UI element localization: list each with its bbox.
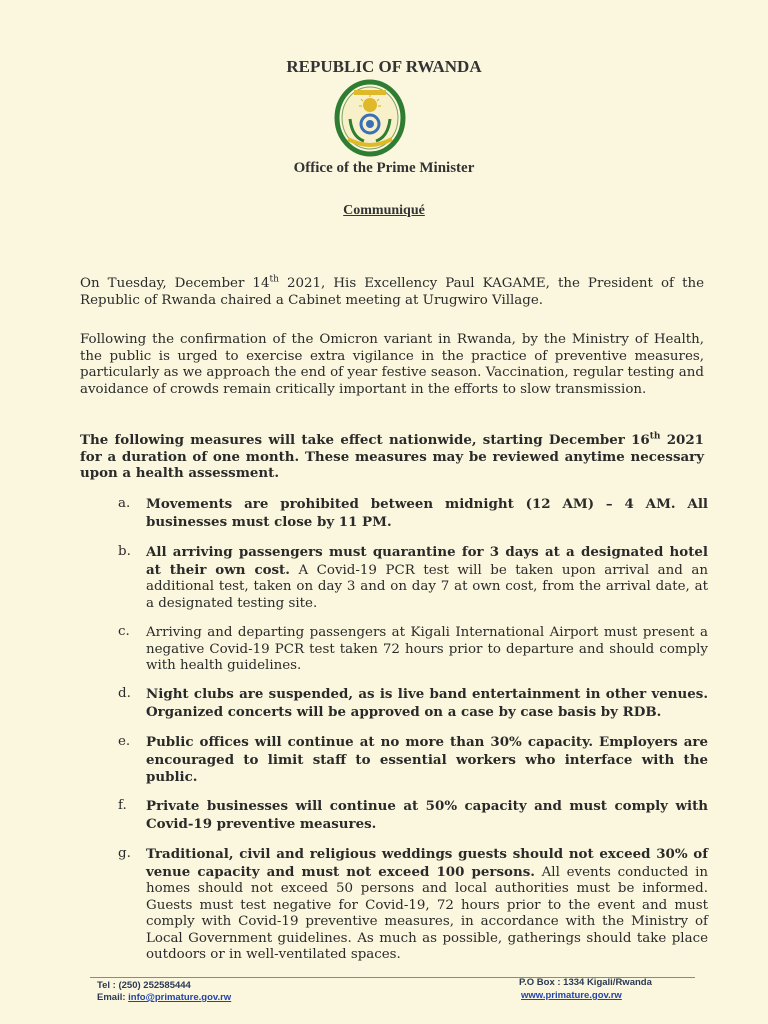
measure-item: d. Night clubs are suspended, as is live band entertainment in other venues. Organized concerts will be approved on a case by case basis by RDB. <box>118 686 708 720</box>
measure-item: a. Movements are prohibited between midnight (12 AM) – 4 AM. All businesses must close by 11 PM. <box>118 496 708 530</box>
measure-item: g. Traditional, civil and religious weddings guests should not exceed 30% of venue capacity and must not exceed 100 persons. All events conducted in homes should not exceed 50 persons and local authorities must be informed. Guests must test negative for Covid-19, 72 hours prior to the event and must comply with Covid-19 preventive measures, in accordance with the Ministry of Local Government guidelines. As much as possible, gatherings should take place outdoors or in well-ventilated spaces. <box>118 846 708 962</box>
office-title: Office of the Prime Minister <box>293 160 475 176</box>
rwanda-coat-of-arms-icon <box>334 79 406 157</box>
footer-website-container <box>521 990 622 1001</box>
footer-tel: Tel : (250) 252585444 <box>97 980 191 991</box>
document-type: Communiqué <box>343 203 425 218</box>
measure-item: e. Public offices will continue at no more than 30% capacity. Employers are encouraged to limit staff to essential workers who interface with the public. <box>118 734 708 785</box>
country-title: REPUBLIC OF RWANDA <box>286 57 482 76</box>
website-link[interactable]: www.primature.gov.rw <box>521 990 622 1001</box>
footer-email: Email: info@primature.gov.rw <box>97 992 232 1003</box>
intro-paragraph: On Tuesday, December 14th 2021, His Excellency Paul KAGAME, the President of the Republic of Rwanda chaired a Cabinet meeting at Urugwiro Village. <box>80 274 705 308</box>
measure-item: c. Arriving and departing passengers at Kigali International Airport must present a negative Covid-19 PCR test taken 72 hours prior to departure and should comply with health guidelines. <box>118 624 708 673</box>
measure-item: b. All arriving passengers must quarantine for 3 days at a designated hotel at their own cost. A Covid-19 PCR test will be taken upon arrival and an additional test, taken on day 3 and on day 7 at own cost, from the arrival date, at a designated testing site. <box>118 544 708 611</box>
omicron-paragraph: Following the confirmation of the Omicron variant in Rwanda, by the Ministry of Health, the public is urged to exercise extra vigilance in the practice of preventive measures, particularly as we approach the end of year festive season. Vaccination, regular testing and avoidance of crowds remain critically important in the efforts to slow transmission. <box>80 332 704 397</box>
measure-item: f. Private businesses will continue at 50% capacity and must comply with Covid-19 preventive measures. <box>118 798 708 832</box>
email-link[interactable]: info@primature.gov.rw <box>128 992 232 1003</box>
measures-intro: The following measures will take effect nationwide, starting December 16th 2021 for a duration of one month. These measures may be reviewed anytime necessary upon a health assessment. <box>80 431 704 481</box>
footer-po-box: P.O Box : 1334 Kigali/Rwanda <box>519 977 652 988</box>
